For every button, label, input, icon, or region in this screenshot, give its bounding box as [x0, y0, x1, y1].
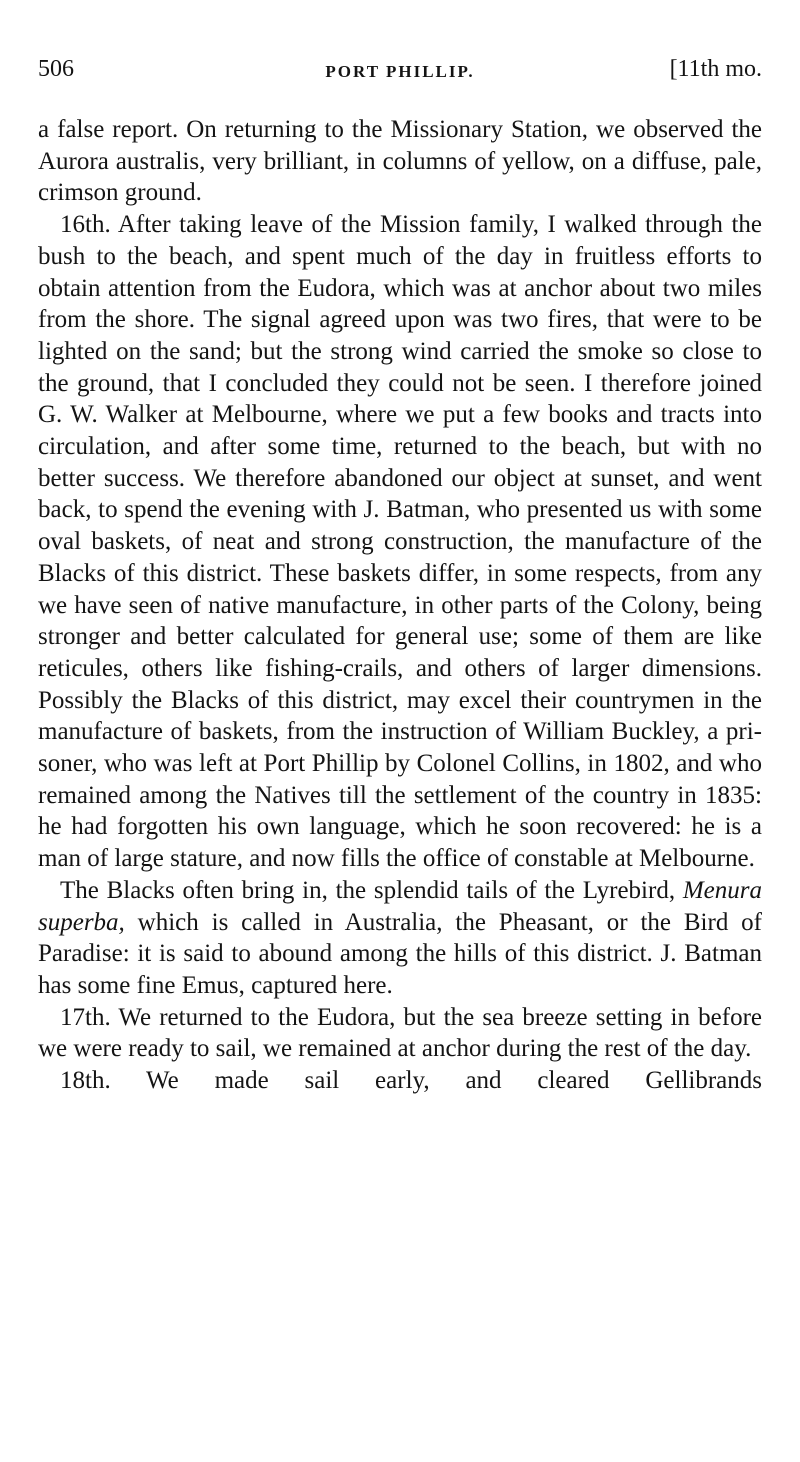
lyre-bird-text-after: which is called in Australia, the Pheasant, or the Bird of Paradise: it is said to abound among the hills of this district. J. Batman has some fine Emus, captured here.	[38, 908, 762, 999]
running-title: PORT PHILLIP.	[325, 62, 475, 81]
paragraph-17th: 17th. We returned to the Eudora, but the sea breeze setting in before we were ready to sail, we remained at anchor during the rest of the day.	[38, 1003, 762, 1063]
species-name-italic: Menura superba,	[38, 876, 762, 936]
paragraph-16th: 16th. After taking leave of the Mission family, I walked through the bush to the beach, and spent much of the day in fruitless efforts to obtain attention from the Eudora, which was at anchor about two miles from the shore. The signal agreed upon was two fires, that were to be lighted on the sand; but the strong wind carried the smoke so close to the ground, that I concluded they could not be seen. I therefore joined G. W. Walker at Melbourne, where we put a few books and tracts into circulation, and after some time, returned to the beach, but with no better success. We therefore abandoned our object at sunset, and went back, to spend the evening with J. Batman, who presented us with some oval baskets, of neat and strong construction, the manufacture of the Blacks of this district. These baskets differ, in some respects, from any we have seen of native manufacture, in other parts of the Colony, being stronger and better calculated for general use; some of them are like reticules, others like fishing-crails, and others of larger dimensions. Possibly the Blacks of this district, may excel their countrymen in the manufacture of baskets, from the instruction of William Buckley, a prisoner, who was left at Port Phillip by Colonel Collins, in 1802, and who remained among the Natives till the settlement of the country in 1835: he had forgotten his own language, which he soon recovered: he is a man of large stature, and now fills the office of constable at Melbourne.	[38, 211, 762, 873]
running-head	[38, 52, 762, 92]
page-number: 506	[38, 56, 74, 82]
body-text	[38, 114, 762, 1097]
paragraph-false-report: a false report. On returning to the Missionary Station, we observed the Aurora australis, very brilliant, in columns of yellow, on a diffuse, pale, crimson ground.	[38, 116, 762, 207]
lyre-bird-text-before: The Blacks often bring in, the splendid tails of the Lyrebird,	[60, 876, 683, 904]
running-date: [11th mo.	[669, 56, 762, 82]
book-page	[38, 52, 762, 1097]
paragraph-lyre-bird	[38, 875, 762, 1002]
paragraph-18th: 18th. We made sail early, and cleared Gellibrands	[60, 1067, 762, 1095]
